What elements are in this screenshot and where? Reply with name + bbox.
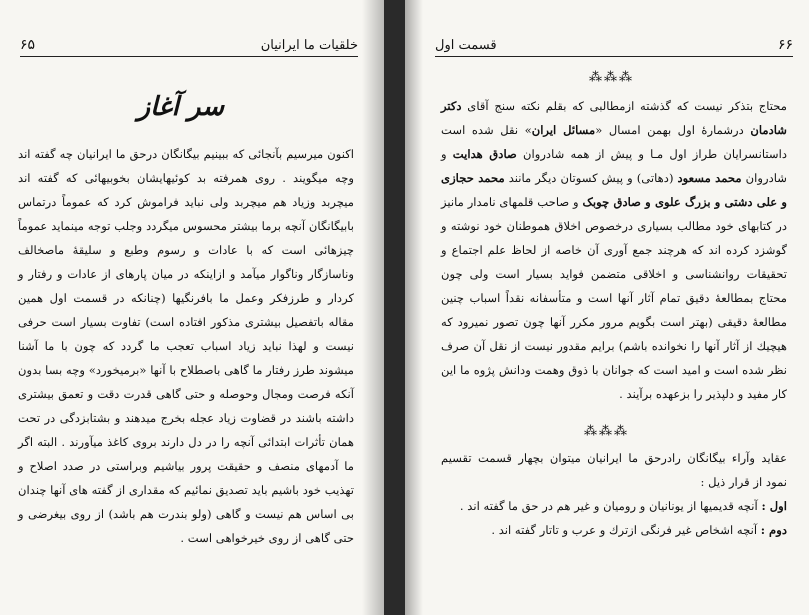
- left-page: [0, 0, 384, 615]
- right-page-header: [435, 34, 793, 57]
- right-running-title: قسمت اول: [435, 37, 497, 53]
- left-running-title: خلقیات ما ایرانیان: [260, 37, 358, 53]
- author-name: دکتر شادمان: [441, 99, 787, 137]
- list-item-label: دوم :: [760, 523, 787, 537]
- text-run: » نقل شده است داستانسرایان طراز اول مـا و پیش از همه شادروان: [441, 123, 787, 161]
- author-name: صادق هدایت: [452, 147, 517, 161]
- text-run: و شادروان: [441, 147, 787, 185]
- magazine-name: مسائل ایران: [531, 123, 596, 137]
- author-name: محمد مسعود: [677, 171, 742, 185]
- list-item: [441, 494, 787, 518]
- section-title: سر آغاز: [137, 92, 224, 122]
- list-item-text: آنچه اشخاص غیر فرنگی ازترك و عرب و تاتار گفته اند .: [491, 523, 761, 537]
- right-body-list: [441, 446, 787, 542]
- text-run: (دهاتی) و پیش کسوتان دیگر مانند: [504, 171, 678, 185]
- left-page-number: ۶۵: [20, 37, 36, 53]
- text-run: درشمارهٔ اول بهمن امسال «: [595, 123, 751, 137]
- gutter-shadow: [405, 0, 423, 615]
- list-item-label: اول :: [761, 499, 787, 513]
- gutter-shadow: [362, 0, 384, 615]
- left-page-header: [20, 34, 358, 57]
- right-page-number: ۶۶: [777, 37, 793, 53]
- section-divider-stars: ⁂⁂⁂: [584, 424, 629, 439]
- right-page: [405, 0, 809, 615]
- text-run: و صاحب قلمهای نامدار مانیز در کتابهای خود مطالب بسیاری درخصوص اخلاق هموطنان خود نوشته و گوشزد کرده اند که هرچند جمع آوری آن خاصه از لحاظ علم اجتماع و تحقیقات روانشناسی و اخلاقی متضمن فواید بسیار است ولی چون محتاج بمطالعهٔ دقیق تمام آثار آنها است و متأسفانه نقداً اسباب چنین مطالعهٔ دقیقی (بهتر است بگویم مرور مکرر آنها چون تصور نمیرود که هیچیك از آثار آنها را نخوانده باشم) برایم مقدور نیست از نقل آن صرف نظر شده است و امید است که جوانان با ذوق وهمت ودانش پژوه ما این کار مفید و دلپذیر را بزعهده برآیند .: [441, 195, 787, 401]
- list-item-text: آنچه قدیمیها از یونانیان و رومیان و غیر هم در حق ما گفته اند .: [459, 499, 762, 513]
- text-run: محتاج بتذکر نیست که گذشته ازمطالبی که بقلم نکته سنج آقای: [461, 99, 787, 113]
- author-names: محمد حجازی و علی دشتی و بزرگ علوی و صادق چوبک: [441, 171, 787, 209]
- list-item: [441, 518, 787, 542]
- intro-line: عقاید وآراء بیگانگان رادرحق ما ایرانیان میتوان بچهار قسمت تقسیم نمود از قرار ذیل :: [441, 451, 787, 489]
- left-body-paragraph: اکنون میرسیم بآنجائی که ببینیم بیگانگان درحق ما ایرانیان چه گفته اند وچه میگویند . روی همرفته بد کوئیهایشان بخوبیهائی که گفته اند میچربد وزیاد هم میچربد ولی نباید فراموش کرد که عموماً درتماس بابیگانگان آنچه برما بیشتر محسوس میگردد وجلب توجه مینماید عموماً چیزهائی است که با عادات و رسوم وطبع و سلیقهٔ ماصخالف وناسازگار وناگوار میآمد و ازاینکه در میان پارهای از عادات و رفتار و کردار و طرزفکر وعمل ما بافرنگیها (چنانکه در قسمت اول همین مقاله باتفصیل بیشتری مذکور افتاده است) تفاوت بسیار است حرفی نیست و لهذا نباید زیاد اسباب تعجب ما گردد که چون با ما آشنا میشوند طرز رفتار ما گاهی باصطلاح با آنها «برمیخورد» وچه بسا بدون آنکه فرصت ومجال وحوصله و حتی گاهی قدرت دقت و تعمق بیشتری داشته باشند در قضاوت زیاد عجله بخرج میدهند و بشتابزدگی در تحت همان تأثرات ابتدائی آنچه را در دل دارند بروی کاغذ میآورند . البته اگر ما آدمهای منصف و حقیقت پرور بیاشیم وبراستی در صدد اصلاح و تهذیب خود باشیم باید تصدیق نمائیم که مقداری از گفته های آنها چندان بی اساس هم نیست و گاهی (ولو بندرت هم باشد) از روی بیغرضی و حتی گاهی از روی خیرخواهی است .: [18, 147, 354, 545]
- section-divider-stars: ⁂⁂⁂: [589, 70, 634, 85]
- right-body-paragraph: [441, 94, 787, 406]
